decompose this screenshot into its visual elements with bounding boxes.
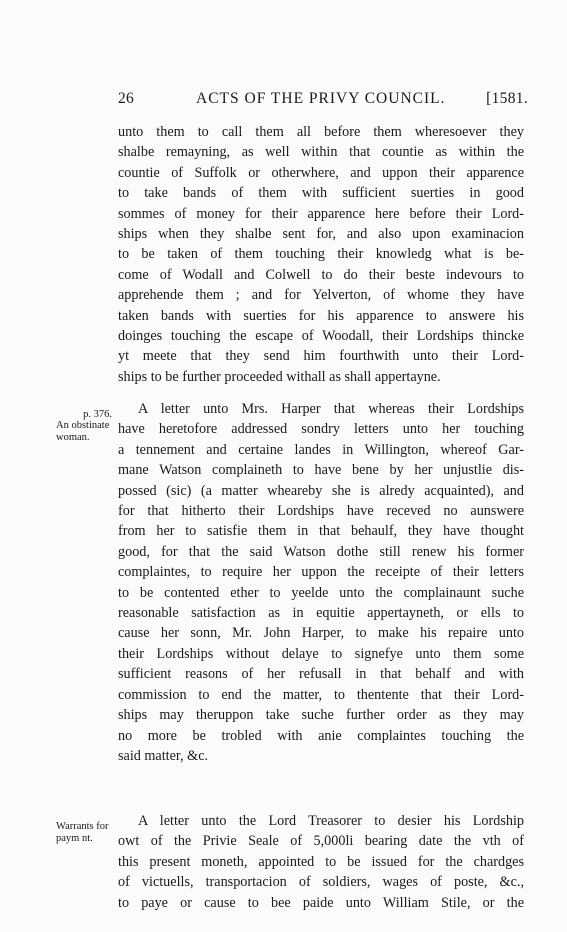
text-line: commission to end the matter, to thentente that their Lord-	[118, 686, 524, 703]
text-line: their Lordships without delaye to signefye unto them some	[118, 645, 524, 662]
text-line: ships to be further proceeded withall as shall appertayne.	[118, 368, 441, 385]
paragraph-2	[118, 399, 524, 766]
text-line: ships may theruppon take suche further order as they may	[118, 707, 524, 724]
text-line: unto them to call them all before them wheresoever they	[118, 124, 524, 140]
text-line: come of Wodall and Colwell to do their beste indevours to	[118, 266, 524, 283]
text-line: mane Watson complaineth to have bene by her unjustlie dis-	[118, 462, 524, 479]
text-line: shalbe remayning, as well within that countie as within the	[118, 144, 524, 161]
text-line: this present moneth, appointed to be issued for the chardges	[118, 853, 524, 870]
text-line: A letter unto the Lord Treasorer to desier his Lordship	[138, 813, 524, 829]
text-line: to paye or cause to bee paide unto William Stile, or the	[118, 894, 524, 911]
text-line: yt meete that they send him fourthwith unto their Lord-	[118, 348, 524, 365]
margin-note-line: An obstinate	[56, 420, 110, 431]
page-number: 26	[118, 90, 135, 107]
text-line: of victuells, transportacion of soldiers, wages of poste, &c.,	[118, 874, 524, 891]
paragraph-3	[118, 811, 524, 913]
text-line: to take bands of them with sufficient suerties in good	[118, 185, 524, 202]
paragraph-1	[118, 122, 524, 387]
text-line: to be contented ether to yeelde unto the complainaunt suche	[118, 584, 524, 601]
margin-note-warrants	[56, 821, 116, 844]
text-line: A letter unto Mrs. Harper that whereas their Lordships	[138, 401, 524, 417]
text-line: ships when they shalbe sent for, and also upon examinacion	[118, 226, 524, 243]
header-year: [1581.	[486, 90, 528, 107]
text-line: taken bands with suerties for his apparence to answere his	[118, 307, 524, 324]
text-line: reasonable satisfaction as in equitie appertayneth, or ells to	[118, 605, 524, 622]
text-line: sommes of money for their apparence here before their Lord-	[118, 205, 524, 222]
text-line: to be taken of them touching their knowledg what is be-	[118, 246, 524, 263]
text-line: from her to satisfie them in that behaulf, they have thought	[118, 523, 524, 540]
running-title: ACTS OF THE PRIVY COUNCIL.	[196, 90, 446, 107]
text-line: apprehende them ; and for Yelverton, of whome they have	[118, 287, 524, 304]
margin-page-ref: p. 376.	[83, 409, 112, 420]
text-line: good, for that the said Watson dothe still renew his former	[118, 543, 524, 560]
text-line: sufficient reasons of her refusall in that behalf and with	[118, 666, 524, 683]
text-line: said matter, &c.	[118, 747, 209, 764]
text-line: complaintes, to require her uppon the receipte of their letters	[118, 564, 524, 581]
text-line: cause her sonn, Mr. John Harper, to make his repaire unto	[118, 625, 524, 642]
text-line: no more be trobled with anie complaintes touching the	[118, 727, 524, 744]
text-line: a tennement and certaine landes in Willington, whereof Gar-	[118, 441, 524, 458]
text-line: for that hitherto their Lordships have receved no aunswere	[118, 503, 524, 520]
text-line: owt of the Privie Seale of 5,000li bearing date the vth of	[118, 833, 524, 850]
text-line: have heretofore addressed sondry letters unto her touching	[118, 421, 524, 438]
text-line: countie of Suffolk or otherwhere, and uppon their apparence	[118, 164, 524, 181]
margin-note-line: Warrants for	[56, 821, 109, 832]
text-line: doinges touching the escape of Woodall, their Lordships thincke	[118, 328, 524, 345]
margin-note-line: paym nt.	[56, 832, 93, 844]
margin-note-line: woman.	[56, 431, 90, 443]
margin-note-obstinate	[56, 420, 116, 443]
text-line: possed (sic) (a matter wheareby she is alredy acquainted), and	[118, 482, 524, 499]
